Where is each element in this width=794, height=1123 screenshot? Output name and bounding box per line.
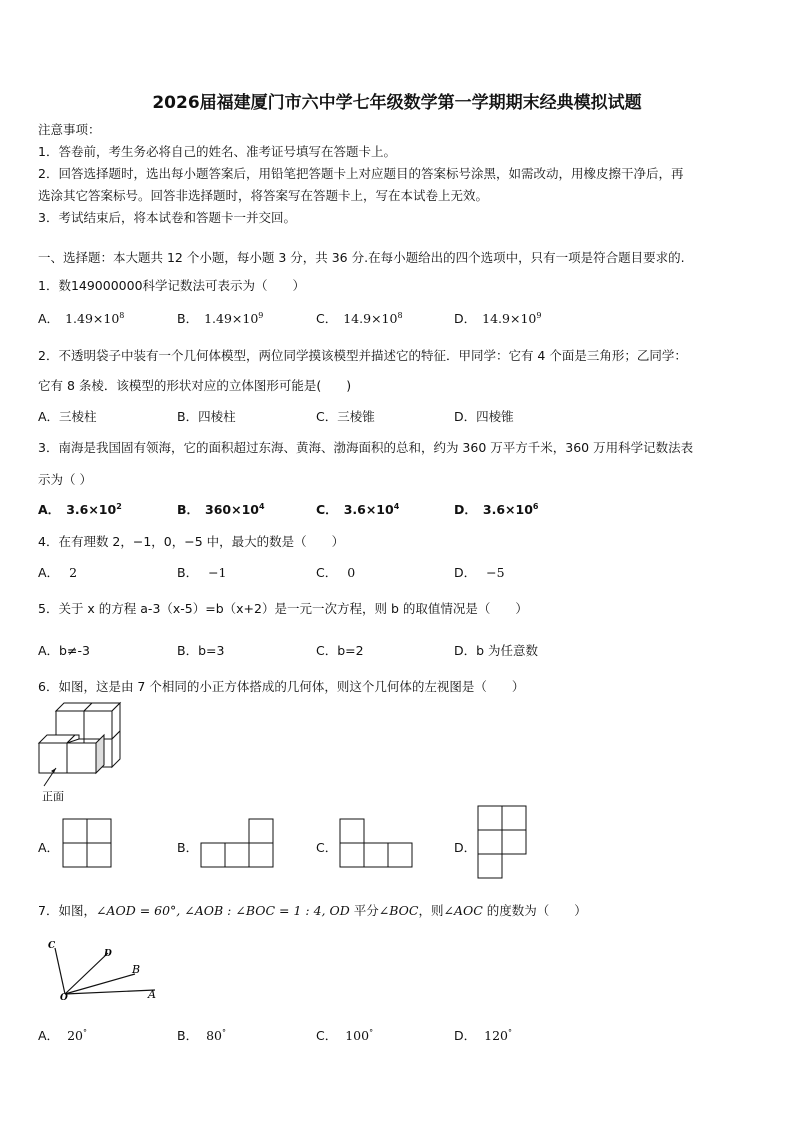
question-2-line-1: 2．不透明袋子中装有一个几何体模型，两位同学摸该模型并描述它的特征．甲同学：它有 4 个面是三角形；乙同学： (38, 348, 687, 363)
q3-option-c[interactable]: C． $3.6\times 10^4$ (316, 501, 400, 517)
cube-solid-figure (34, 698, 134, 804)
question-4-stem: 4．在有理数 2，−1，0，−5 中，最大的数是（ ） (38, 534, 345, 549)
question-5-stem: 5．关于 x 的方程 a-3（x-5）=b（x+2）是一元一次方程，则 b 的取值情况是（ ） (38, 601, 528, 616)
q7-option-d[interactable]: D． 120° (454, 1027, 512, 1043)
notes-heading: 注意事项： (38, 122, 101, 137)
q1-option-b[interactable]: B． $1.49\times 10^9$ (177, 310, 264, 326)
q5-option-c[interactable]: C．b=2 (316, 643, 364, 658)
notes-line: 1．答卷前，考生务必将自己的姓名、准考证号填写在答题卡上。 (38, 144, 396, 159)
angle-figure (40, 938, 170, 1006)
q5-option-b[interactable]: B．b=3 (177, 643, 225, 658)
question-3-line-2: 示为（ ） (38, 472, 92, 487)
q4-option-c[interactable]: C． 0 (316, 565, 356, 580)
notes-line: 选涂其它答案标号。回答非选择题时，将答案写在答题卡上，写在本试卷上无效。 (38, 188, 489, 203)
front-label: 正面 (42, 790, 64, 803)
label-d: D (104, 949, 112, 959)
question-3-line-1: 3．南海是我国固有领海，它的面积超过东海、黄海、渤海面积的总和，约为 360 万平方千米，360 万用科学记数法表 (38, 440, 694, 455)
question-1-stem: 1．数149000000科学记数法可表示为（ ） (38, 278, 306, 293)
question-2-line-2: 它有 8 条棱．该模型的形状对应的立体图形可能是( ) (38, 378, 352, 393)
q5-option-d[interactable]: D．b 为任意数 (454, 643, 539, 658)
label-b: B (132, 963, 141, 976)
q6-option-d-figure[interactable] (477, 805, 529, 883)
q7-option-c[interactable]: C． 100° (316, 1027, 374, 1043)
q6-option-c-figure[interactable] (339, 818, 417, 870)
notes-line: 2．回答选择题时，选出每小题答案后，用铅笔把答题卡上对应题目的答案标号涂黑，如需改动，用橡皮擦干净后，再 (38, 166, 684, 181)
q7-option-a[interactable]: A． 20° (38, 1027, 87, 1043)
q4-option-d[interactable]: D． −5 (454, 565, 505, 580)
q2-option-d[interactable]: D．四棱锥 (454, 409, 514, 424)
q2-option-a[interactable]: A．三棱柱 (38, 409, 97, 424)
q2-option-b[interactable]: B．四棱柱 (177, 409, 236, 424)
q6-option-a-figure[interactable] (62, 818, 114, 870)
q3-option-a[interactable]: A． $3.6\times 10^2$ (38, 501, 122, 517)
q6-option-b-figure[interactable] (200, 818, 278, 870)
q6-option-c[interactable]: C． (316, 840, 338, 855)
q1-option-d[interactable]: D． $14.9\times 10^9$ (454, 310, 542, 326)
q4-option-a[interactable]: A． 2 (38, 565, 78, 580)
q5-option-a[interactable]: A．b≠-3 (38, 643, 90, 658)
q1-option-c[interactable]: C． $14.9\times 10^8$ (316, 310, 403, 326)
label-o: O (60, 993, 68, 1003)
q6-option-b[interactable]: B． (177, 840, 199, 855)
q6-option-a[interactable]: A． (38, 840, 60, 855)
q6-option-d[interactable]: D． (454, 840, 477, 855)
question-7-stem: 7．如图，∠AOD = 60°, ∠AOB : ∠BOC = 1 : 4, OD 平分∠BOC，则∠AOC 的度数为（ ） (38, 903, 587, 918)
q4-option-b[interactable]: B． −1 (177, 565, 227, 580)
label-c: C (48, 941, 56, 951)
label-a: A (148, 988, 156, 1001)
q3-option-d[interactable]: D． $3.6\times 10^6$ (454, 501, 539, 517)
q1-option-a[interactable]: A． $1.49\times 10^8$ (38, 310, 125, 326)
q7-option-b[interactable]: B． 80° (177, 1027, 226, 1043)
section-heading: 一、选择题：本大题共 12 个小题，每小题 3 分，共 36 分.在每小题给出的四个选项中，只有一项是符合题目要求的. (38, 250, 685, 265)
notes-line: 3．考试结束后，将本试卷和答题卡一并交回。 (38, 210, 296, 225)
page-title: 2026届福建厦门市六中学七年级数学第一学期期末经典模拟试题 (152, 93, 642, 113)
question-6-stem: 6．如图，这是由 7 个相同的小正方体搭成的几何体，则这个几何体的左视图是（ ） (38, 679, 525, 694)
q3-option-b[interactable]: B． $360\times 10^4$ (177, 501, 265, 517)
q2-option-c[interactable]: C．三棱锥 (316, 409, 375, 424)
